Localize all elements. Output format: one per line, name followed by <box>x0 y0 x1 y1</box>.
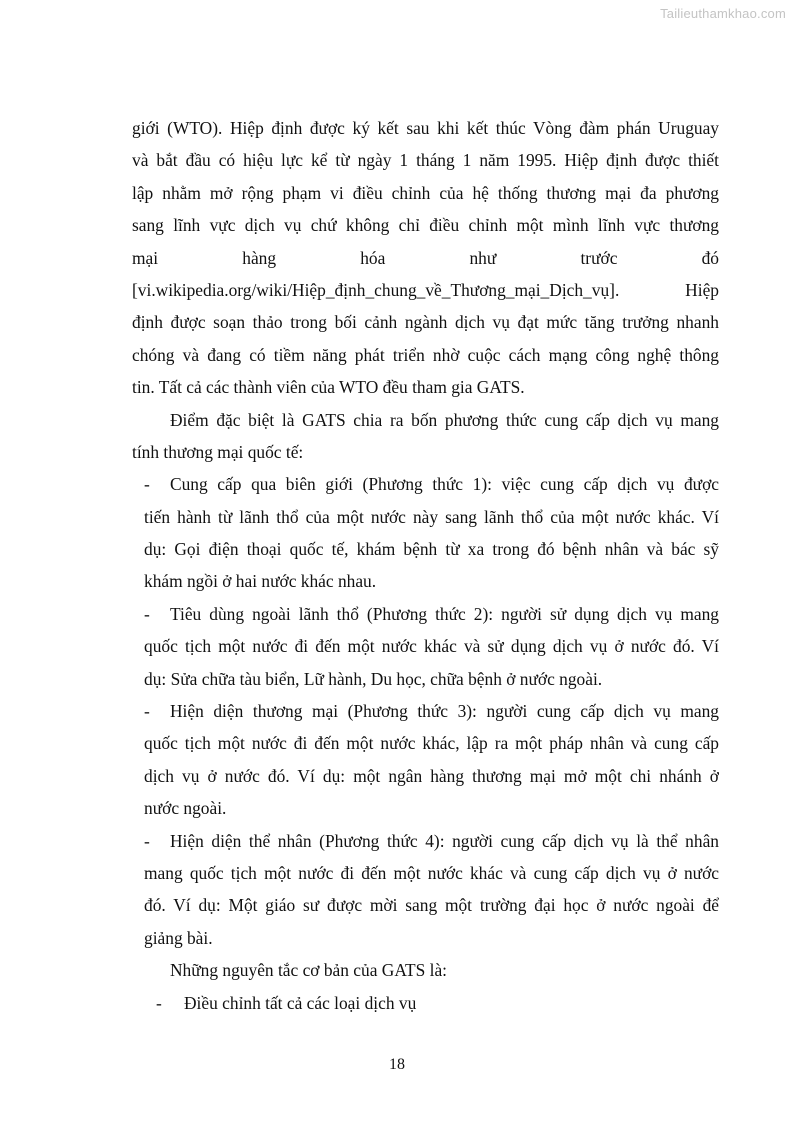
bullet-first-line <box>132 468 719 500</box>
watermark: Tailieuthamkhao.com <box>660 6 786 21</box>
bullet-text: nước ngoài. <box>144 798 227 819</box>
paragraph-2 <box>132 404 719 469</box>
bullet-text: Hiện diện thể nhân (Phương thức 4): người cung cấp dịch vụ là thể nhân <box>170 830 719 851</box>
dash-marker: - <box>156 992 162 1013</box>
text-line: và bắt đầu có hiệu lực kể từ ngày 1 tháng 1 năm 1995. Hiệp định được thiết <box>132 150 719 171</box>
bullet-text: tiến hành từ lãnh thổ của một nước này sang lãnh thổ của một nước khác. Ví <box>144 506 719 527</box>
bullet-text: Hiện diện thương mại (Phương thức 3): người cung cấp dịch vụ mang <box>170 701 719 722</box>
dash-marker: - <box>144 701 150 722</box>
bullet-text: dịch vụ ở nước đó. Ví dụ: một ngân hàng thương mại mở một chi nhánh ở <box>144 765 719 786</box>
bullet-text: quốc tịch một nước đi đến một nước khác, lập ra một pháp nhân và cung cấp <box>144 733 719 754</box>
bullet-first-line <box>132 598 719 630</box>
paragraph-1 <box>132 112 719 404</box>
text-line: sang lĩnh vực dịch vụ chứ không chỉ điều chỉnh một mình lĩnh vực thương <box>132 215 719 236</box>
dash-marker: - <box>144 474 150 495</box>
bullet-text: Điều chỉnh tất cả các loại dịch vụ <box>184 992 417 1013</box>
text-line: lập nhằm mở rộng phạm vi điều chỉnh của hệ thống thương mại đa phương <box>132 182 719 203</box>
bullet-text: khám ngồi ở hai nước khác nhau. <box>144 571 377 592</box>
bullet-first-line <box>132 825 719 857</box>
text-line: giới (WTO). Hiệp định được ký kết sau khi kết thúc Vòng đàm phán Uruguay <box>132 118 719 138</box>
bullet-text: quốc tịch một nước đi đến một nước khác và sử dụng dịch vụ ở nước đó. Ví <box>144 636 719 657</box>
bullet-text: mang quốc tịch một nước đi đến một nước khác và cung cấp dịch vụ ở nước <box>144 862 719 883</box>
bullet-item-principle-1 <box>132 987 719 1019</box>
text-line: định được soạn thảo trong bối cảnh ngành dịch vụ đạt mức tăng trưởng nhanh <box>132 312 719 333</box>
bullet-text: giảng bài. <box>144 927 213 948</box>
bullet-item-mode-1 <box>132 468 719 598</box>
bullet-text: Tiêu dùng ngoài lãnh thổ (Phương thức 2): người sử dụng dịch vụ mang <box>170 603 719 624</box>
bullet-item-mode-4 <box>132 825 719 955</box>
bullet-text: dụ: Sửa chữa tàu biển, Lữ hành, Du học, chữa bệnh ở nước ngoài. <box>144 668 603 689</box>
dash-marker: - <box>144 830 150 851</box>
bullet-text: Cung cấp qua biên giới (Phương thức 1): việc cung cấp dịch vụ được <box>170 474 719 495</box>
text-line: Điểm đặc biệt là GATS chia ra bốn phương thức cung cấp dịch vụ mang <box>170 409 719 430</box>
page-number: 18 <box>389 1056 405 1073</box>
text-line: chóng và đang có tiềm năng phát triển nhờ cuộc cách mạng công nghệ thông <box>132 344 719 365</box>
text-line: mại hàng hóa như trước đó <box>132 247 719 268</box>
bullet-item-mode-3 <box>132 695 719 825</box>
bullet-item-mode-2 <box>132 598 719 695</box>
paragraph-3: Những nguyên tắc cơ bản của GATS là: <box>170 960 447 981</box>
text-line: tính thương mại quốc tế: <box>132 441 304 462</box>
document-body <box>132 112 719 1019</box>
text-line: tin. Tất cả các thành viên của WTO đều tham gia GATS. <box>132 377 525 398</box>
text-line: [vi.wikipedia.org/wiki/Hiệp_định_chung_về_Thương_mại_Dịch_vụ]. Hiệp <box>132 279 719 300</box>
dash-marker: - <box>144 603 150 624</box>
bullet-first-line <box>132 695 719 727</box>
bullet-text: dụ: Gọi điện thoại quốc tế, khám bệnh từ xa trong đó bệnh nhân và bác sỹ <box>144 539 719 560</box>
bullet-text: đó. Ví dụ: Một giáo sư được mời sang một trường đại học ở nước ngoài để <box>144 895 719 916</box>
